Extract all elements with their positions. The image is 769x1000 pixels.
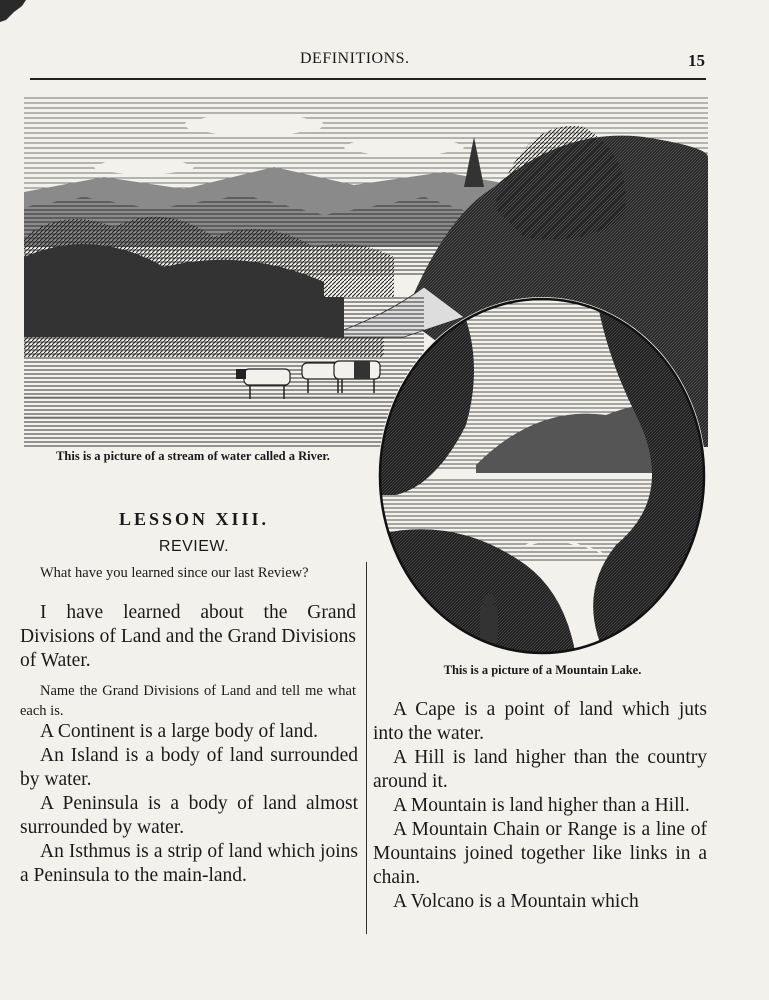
divisions-question: Name the Grand Divisions of Land and tell me what each is. [20,683,356,719]
running-head [0,50,769,72]
running-title: DEFINITIONS. [300,50,410,67]
definition-mountain-chain: A Mountain Chain or Range is a line of Mountains joined together like links in a chain. [373,819,707,888]
review-answer: I have learned about the Grand Divisions of Land and the Grand Divisions of Water. [20,602,356,671]
definitions-right-column [373,698,707,914]
definition-hill: A Hill is land higher than the country around it. [373,747,707,792]
page-number: 15 [688,51,705,70]
column-divider [366,562,367,934]
lesson-heading: LESSON XIII. [118,509,270,529]
definition-volcano: A Volcano is a Mountain which [393,891,639,912]
definition-isthmus: An Isthmus is a strip of land which joins a Peninsula to the main-land. [20,841,358,886]
mountain-lake-caption: This is a picture of a Mountain Lake. [443,663,642,677]
definition-mountain: A Mountain is land higher than a Hill. [393,795,690,816]
river-caption: This is a picture of a stream of water called a River. [56,449,330,463]
header-rule [30,78,706,80]
definitions-left-column [20,720,358,888]
definition-peninsula: A Peninsula is a body of land almost surrounded by water. [20,793,358,838]
definition-island: An Island is a body of land surrounded by water. [20,745,358,790]
definition-cape: A Cape is a point of land which juts into the water. [373,699,707,744]
review-question: What have you learned since our last Review? [40,565,309,581]
lesson-subheading: REVIEW. [158,538,230,555]
definition-continent: A Continent is a large body of land. [40,721,319,742]
page-corner-ink-mark [0,0,28,22]
mountain-lake-illustration [376,295,708,657]
